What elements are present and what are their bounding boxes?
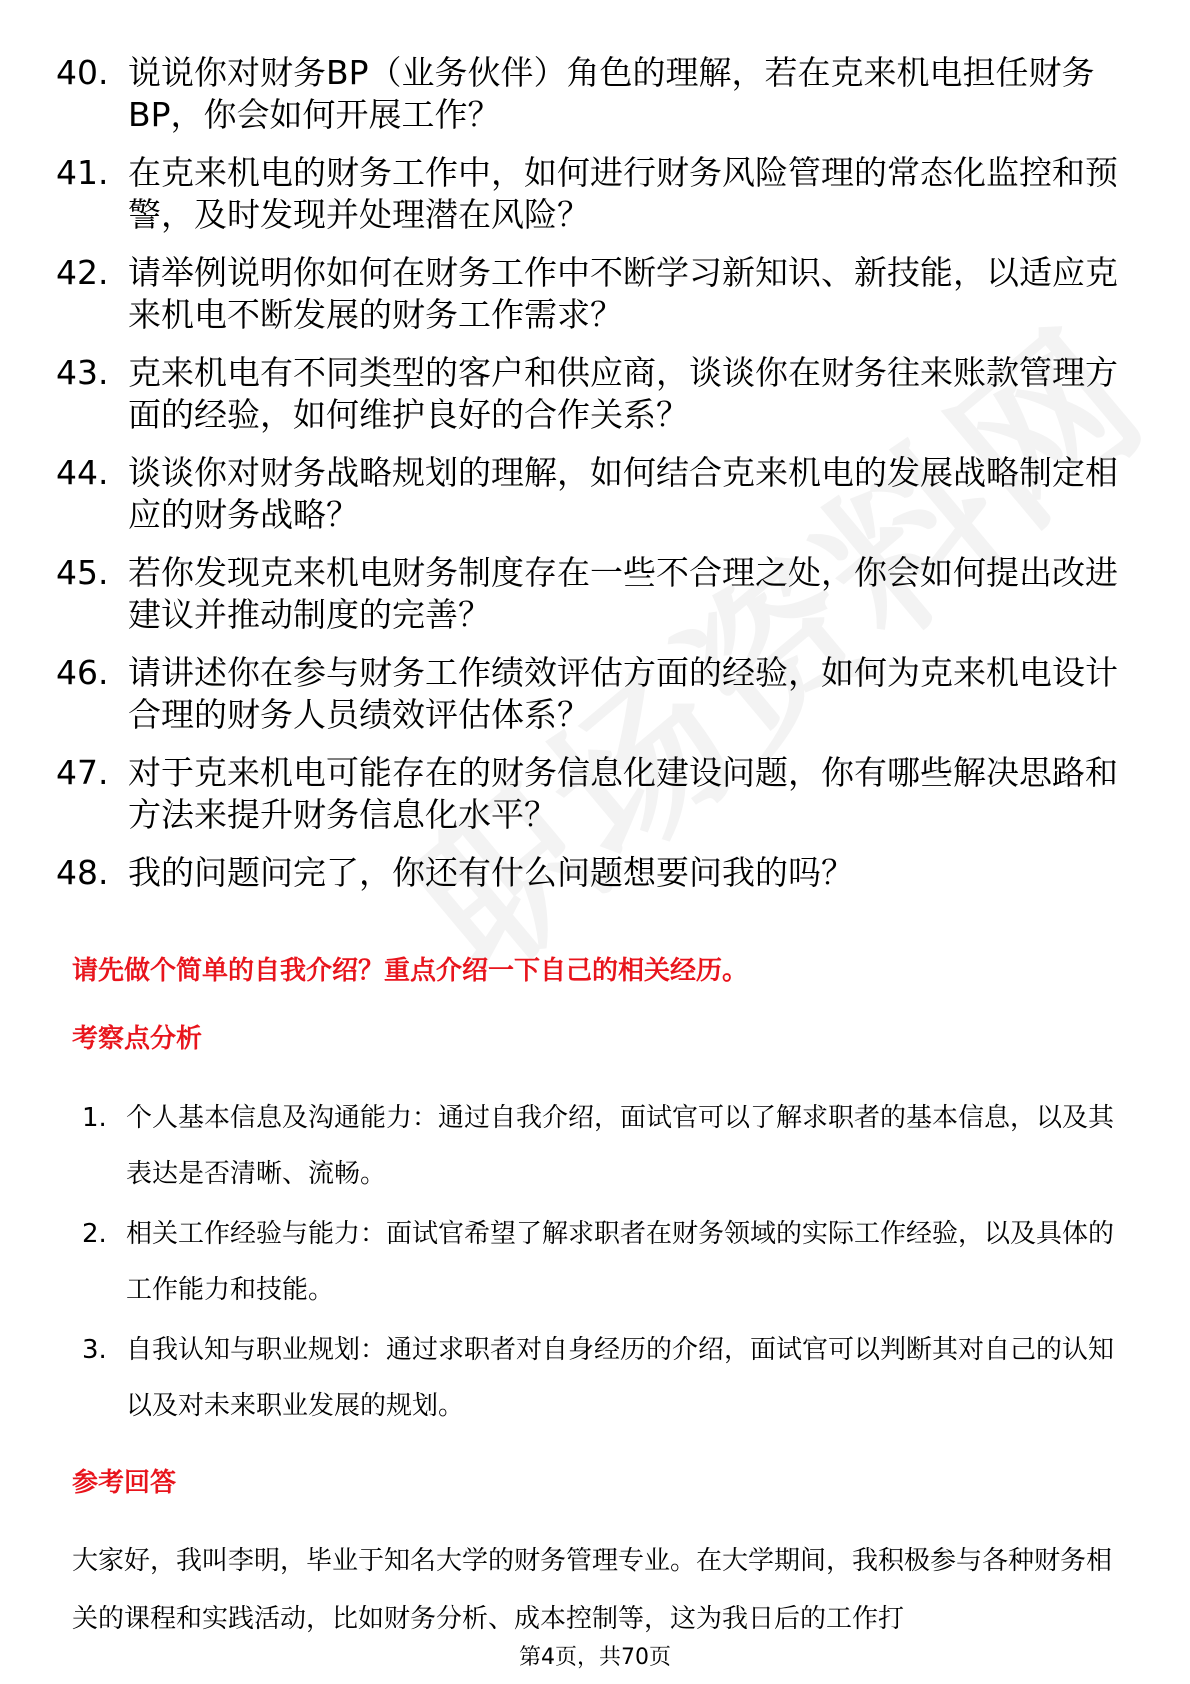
question-number: 48. [56, 853, 109, 892]
analysis-number: 3. [82, 1335, 107, 1365]
answer-heading: 参考回答 [72, 1468, 177, 1498]
question-text: 请举例说明你如何在财务工作中不断学习新知识、新技能，以适应克来机电不断发展的财务工作需求？ [128, 253, 1118, 334]
question-number: 41. [56, 153, 109, 192]
question-item [56, 452, 1136, 536]
question-item [56, 252, 1136, 336]
question-item [56, 152, 1136, 236]
question-number: 47. [56, 753, 109, 792]
question-list [56, 52, 1136, 910]
question-item [56, 652, 1136, 736]
analysis-item [82, 1206, 1122, 1318]
question-number: 40. [56, 53, 109, 92]
question-text: 谈谈你对财务战略规划的理解，如何结合克来机电的发展战略制定相应的财务战略？ [128, 453, 1118, 534]
analysis-text: 自我认知与职业规划：通过求职者对自身经历的介绍，面试官可以判断其对自己的认知以及对未来职业发展的规划。 [126, 1335, 1115, 1421]
analysis-number: 1. [82, 1103, 107, 1133]
question-text: 若你发现克来机电财务制度存在一些不合理之处，你会如何提出改进建议并推动制度的完善？ [128, 553, 1118, 634]
question-number: 42. [56, 253, 109, 292]
answer-paragraph: 大家好，我叫李明，毕业于知名大学的财务管理专业。在大学期间，我积极参与各种财务相关的课程和实践活动，比如财务分析、成本控制等，这为我日后的工作打 [72, 1546, 1113, 1634]
analysis-item [82, 1090, 1122, 1202]
analysis-text: 个人基本信息及沟通能力：通过自我介绍，面试官可以了解求职者的基本信息，以及其表达是否清晰、流畅。 [126, 1103, 1115, 1189]
analysis-text: 相关工作经验与能力：面试官希望了解求职者在财务领域的实际工作经验，以及具体的工作能力和技能。 [126, 1219, 1115, 1305]
question-text: 对于克来机电可能存在的财务信息化建设问题，你有哪些解决思路和方法来提升财务信息化水平？ [128, 753, 1118, 834]
question-text: 说说你对财务BP（业务伙伴）角色的理解，若在克来机电担任财务BP，你会如何开展工作？ [128, 53, 1095, 134]
question-item [56, 852, 1136, 894]
analysis-number: 2. [82, 1219, 107, 1249]
page-footer: 第4页，共70页 [519, 1645, 671, 1670]
section-question-heading: 请先做个简单的自我介绍？重点介绍一下自己的相关经历。 [72, 956, 749, 986]
question-item [56, 352, 1136, 436]
analysis-heading: 考察点分析 [72, 1024, 203, 1054]
question-number: 44. [56, 453, 109, 492]
question-item [56, 52, 1136, 136]
analysis-item [82, 1322, 1122, 1434]
analysis-list [82, 1090, 1122, 1438]
question-number: 43. [56, 353, 109, 392]
question-text: 在克来机电的财务工作中，如何进行财务风险管理的常态化监控和预警，及时发现并处理潜在风险？ [128, 153, 1118, 234]
question-number: 46. [56, 653, 109, 692]
question-item [56, 552, 1136, 636]
question-number: 45. [56, 553, 109, 592]
question-text: 我的问题问完了，你还有什么问题想要问我的吗？ [128, 853, 854, 892]
question-item [56, 752, 1136, 836]
question-text: 请讲述你在参与财务工作绩效评估方面的经验，如何为克来机电设计合理的财务人员绩效评估体系？ [128, 653, 1118, 734]
question-text: 克来机电有不同类型的客户和供应商，谈谈你在财务往来账款管理方面的经验，如何维护良好的合作关系？ [128, 353, 1118, 434]
